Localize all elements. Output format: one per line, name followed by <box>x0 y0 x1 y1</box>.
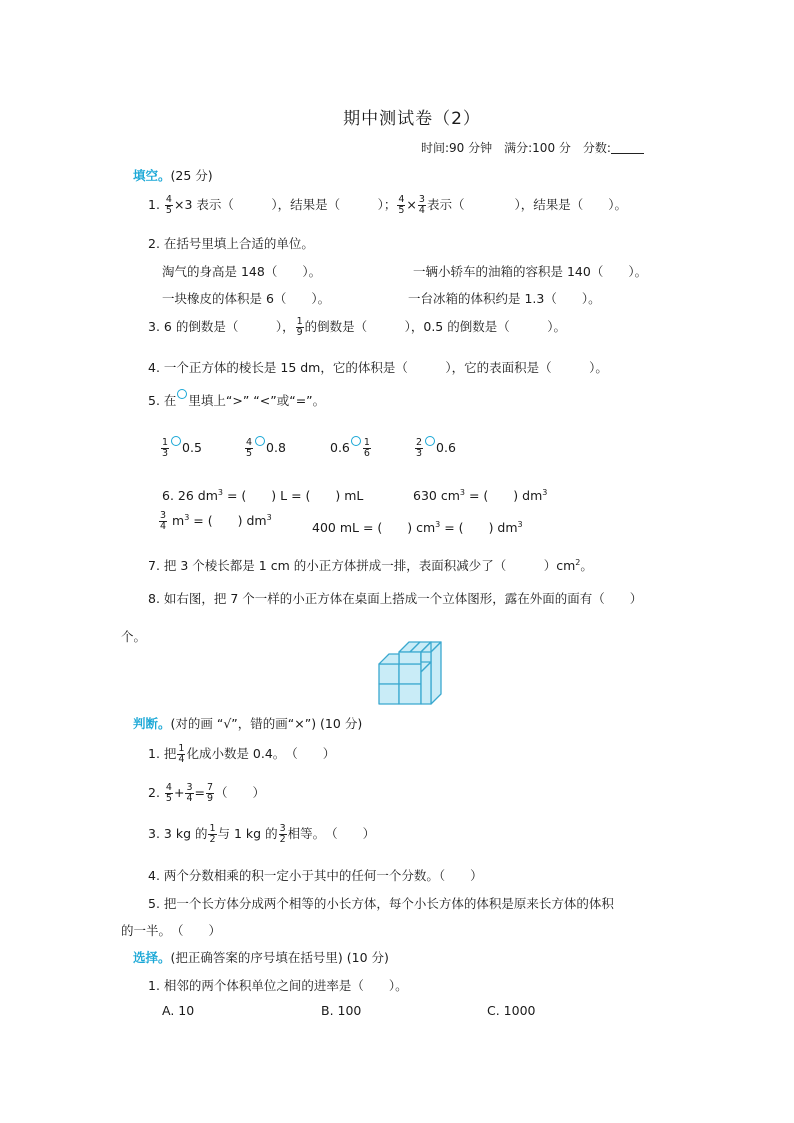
q5-item-4: $\frac{2}{3}$ 0.6 <box>416 437 456 459</box>
section-heading: 填空。 <box>133 168 171 183</box>
q5-item-3: 0.6 $\frac{1}{6}$ <box>330 437 370 459</box>
q-text: ×3 表示（ ），结果是（ ）； <box>173 197 397 212</box>
compare-circle-icon[interactable] <box>351 436 361 446</box>
question-2c: 一块橡皮的体积是 6（ ）。 <box>162 291 331 306</box>
choice-option-c[interactable]: C. 1000 <box>487 1003 536 1018</box>
question-5: 5. 在 里填上“>” “<”或“=”。 <box>148 389 325 409</box>
compare-circle-icon[interactable] <box>171 436 181 446</box>
score-blank[interactable] <box>611 141 644 154</box>
q5-item-2: $\frac{4}{5}$ 0.8 <box>246 437 286 459</box>
section-note: (对的画 “√”，错的画“×”) (10 分) <box>170 716 363 731</box>
page-title: 期中测试卷（2） <box>343 109 481 129</box>
section-heading: 判断。 <box>133 716 171 731</box>
judge-5-cont: 的一半。 （ ） <box>121 923 222 938</box>
compare-circle-icon <box>177 389 187 399</box>
question-6d: 400 mL = ( ) $cm^3$ = ( ) $dm^3$ <box>312 519 523 535</box>
section-judge <box>133 714 362 732</box>
section-fill-in <box>133 166 213 184</box>
choice-option-a[interactable]: A. 10 <box>162 1003 195 1018</box>
meta-text: 时间:90 分钟 满分:100 分 分数: <box>421 141 611 155</box>
fraction: $\frac{3}{4}$ <box>418 194 425 216</box>
fraction: $\frac{4}{5}$ <box>398 194 405 216</box>
choice-1: 1. 相邻的两个体积单位之间的进率是（ ）。 <box>148 978 408 993</box>
question-3: 3. 6 的倒数是（ ）， $\frac{1}{9}$ 的倒数是（ ），0.5 的倒数是（ ）。 <box>148 316 566 338</box>
question-1: 1. $\frac{4}{5}$ ×3 表示（ ），结果是（ ）； $\frac{4}{5}$ × $\frac{3}{4}$ 表示（ ），结果是（ ）。 <box>148 194 627 216</box>
question-2d: 一台冰箱的体积约是 1.3（ ）。 <box>408 291 601 306</box>
section-choice <box>133 948 389 966</box>
q-number: 1. <box>148 197 160 212</box>
fraction: $\frac{4}{5}$ <box>165 194 172 216</box>
q-text: 表示（ ），结果是（ ）。 <box>426 197 627 212</box>
cube-figure <box>375 640 447 708</box>
section-note: (把正确答案的序号填在括号里) (10 分) <box>170 950 389 965</box>
judge-3: 3. 3 kg 的 $\frac{1}{2}$ 与 1 kg 的 $\frac{3}{2}$ 相等。 （ ） <box>148 823 376 845</box>
question-8: 8. 如右图，把 7 个一样的小正方体在桌面上搭成一个立体图形，露在外面的面有（ ） <box>148 591 643 606</box>
compare-circle-icon[interactable] <box>425 436 435 446</box>
section-note: (25 分) <box>170 168 213 183</box>
question-2: 2. 在括号里填上合适的单位。 <box>148 236 314 251</box>
question-2a: 淘气的身高是 148（ ）。 <box>162 264 322 279</box>
question-4: 4. 一个正方体的棱长是 15 dm，它的体积是（ ），它的表面积是（ ）。 <box>148 360 608 375</box>
question-2b: 一辆小轿车的油箱的容积是 140（ ）。 <box>413 264 648 279</box>
exam-meta <box>421 139 644 156</box>
question-6b: 630 $cm^3$ = ( ) $dm^3$ <box>413 487 548 503</box>
judge-2: 2. $\frac{4}{5}$ + $\frac{3}{4}$ = $\frac{7}{9}$ （ ） <box>148 782 266 804</box>
compare-circle-icon[interactable] <box>255 436 265 446</box>
judge-1: 1. 把 $\frac{1}{4}$ 化成小数是 0.4。 （ ） <box>148 743 336 765</box>
judge-5: 5. 把一个长方体分成两个相等的小长方体，每个小长方体的体积是原来长方体的体积 <box>148 896 614 911</box>
choice-option-b[interactable]: B. 100 <box>321 1003 362 1018</box>
question-8-cont: 个。 <box>121 629 147 644</box>
judge-4: 4. 两个分数相乘的积一定小于其中的任何一个分数。（ ） <box>148 868 483 883</box>
question-6c: $\frac{3}{4}$ $m^3$ = ( ) $dm^3$ <box>160 510 272 532</box>
section-heading: 选择。 <box>133 950 171 965</box>
question-6a: 6. 26 $dm^3$ = ( ) L = ( ) mL <box>162 487 364 503</box>
fraction: $\frac{1}{9}$ <box>296 316 303 338</box>
q5-item-1: $\frac{1}{3}$ 0.5 <box>162 437 202 459</box>
question-7: 7. 把 3 个棱长都是 1 cm 的小正方体拼成一排，表面积减少了（ ）$cm^2$。 <box>148 557 593 573</box>
